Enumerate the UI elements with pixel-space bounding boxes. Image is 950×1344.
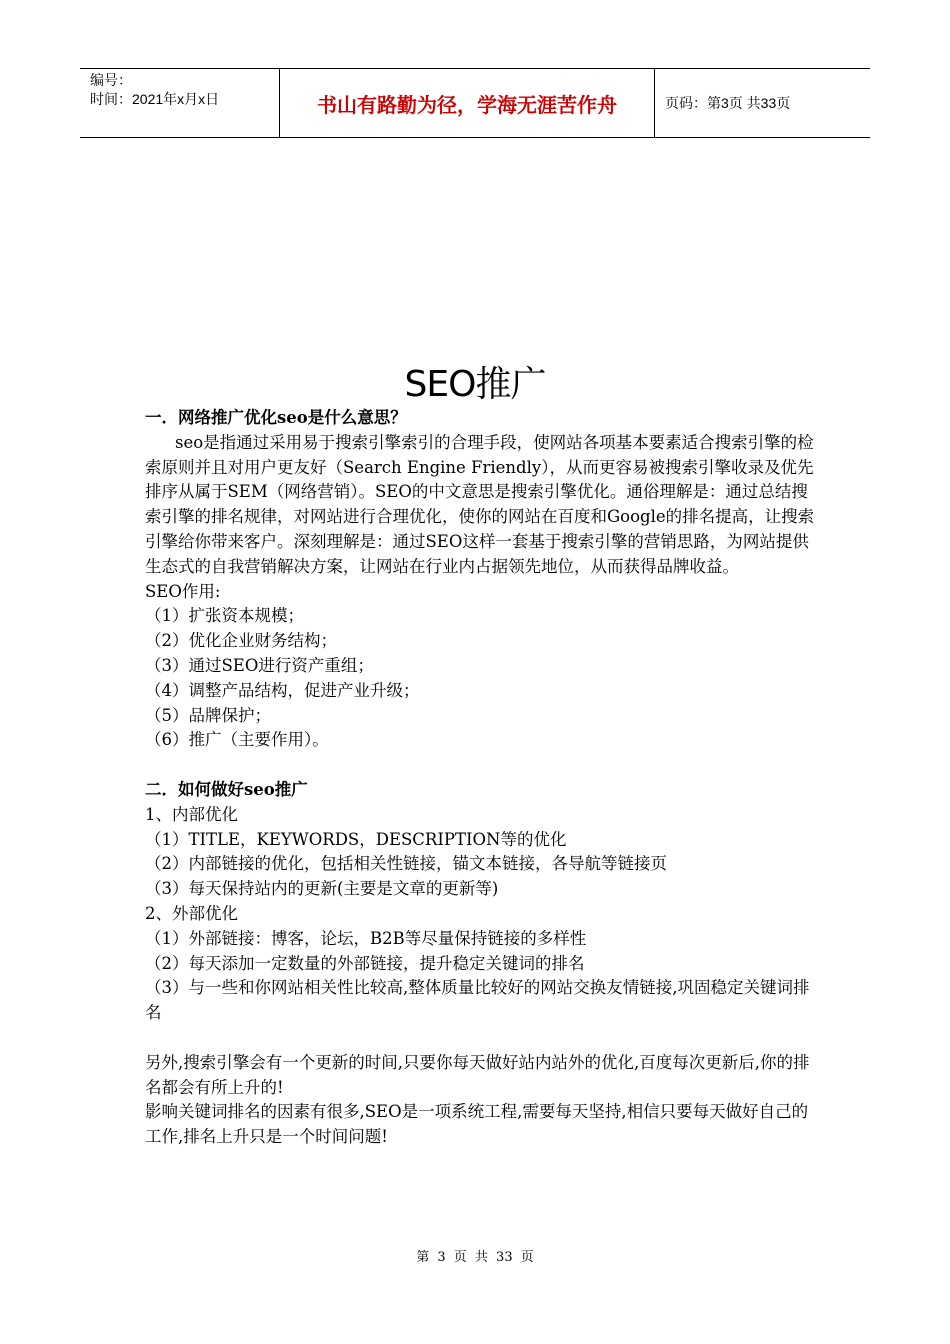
header-page-label: 页码：第3页 共33页 xyxy=(665,95,791,111)
roles-label: SEO作用: xyxy=(145,581,221,601)
list-item: （5）品牌保护； xyxy=(145,705,271,725)
list-item: （3）与一些和你网站相关性比较高,整体质量比较好的网站交换友情链接,巩固稳定关键词排名 xyxy=(145,978,810,1023)
list-item: （2）每天添加一定数量的外部链接，提升稳定关键词的排名 xyxy=(145,953,585,973)
page-footer: 第 3 页 共 33 页 xyxy=(416,1250,534,1265)
external-label: 2、外部优化 xyxy=(145,903,238,923)
spacer xyxy=(145,753,815,778)
section1-heading: 一．网络推广优化seo是什么意思？ xyxy=(145,408,407,427)
list-item: （3）通过SEO进行资产重组； xyxy=(145,655,374,675)
internal-label: 1、内部优化 xyxy=(145,804,238,824)
number-label: 编号： xyxy=(90,72,132,88)
header-motto: 书山有路勤为径，学海无涯苦作舟 xyxy=(280,69,655,137)
section2-heading: 二．如何做好seo推广 xyxy=(145,779,308,799)
list-item: （4）调整产品结构，促进产业升级； xyxy=(145,680,420,700)
page-title: SEO推广 xyxy=(404,364,546,405)
list-item: （2）优化企业财务结构； xyxy=(145,631,337,651)
spacer xyxy=(145,1026,815,1051)
time-label: 时间：2021年x月x日 xyxy=(90,91,220,107)
list-item: （1）TITLE，KEYWORDS，DESCRIPTION等的优化 xyxy=(145,829,567,849)
list-item: （1）扩张资本规模； xyxy=(145,606,304,626)
list-item: （6）推广（主要作用）。 xyxy=(145,730,329,750)
list-item: （2）内部链接的优化，包括相关性链接，锚文本链接，各导航等链接页 xyxy=(145,854,667,874)
document-header xyxy=(80,68,870,138)
note-paragraph: 影响关键词排名的因素有很多,SEO是一项系统工程,需要每天坚持,相信只要每天做好自己的工作,排名上升只是一个时间问题! xyxy=(145,1102,809,1147)
note-paragraph: 另外,搜索引擎会有一个更新的时间,只要你每天做好站内站外的优化,百度每次更新后,你的排名都会有所上升的! xyxy=(145,1052,810,1097)
list-item: （1）外部链接：博客，论坛，B2B等尽量保持链接的多样性 xyxy=(145,928,587,948)
header-meta xyxy=(80,69,280,137)
list-item: （3）每天保持站内的更新(主要是文章的更新等) xyxy=(145,879,499,899)
section1-paragraph: seo是指通过采用易于搜索引擎索引的合理手段，使网站各项基本要素适合搜索引擎的检索原则并且对用户更友好（Search Engine Friendly），从而更容易被搜索引擎收录及优先排序从属于SEM（网络营销）。SEO的中文意思是搜索引擎优化。通俗理解是：通过总结搜索引擎的排名规律，对网站进行合理优化，使你的网站在百度和Google的排名提高，让搜索引擎给你带来客户。深刻理解是：通过SEO这样一套基于搜索引擎的营销思路，为网站提供生态式的自我营销解决方案，让网站在行业内占据领先地位，从而获得品牌收益。 xyxy=(145,432,815,576)
document-body xyxy=(145,406,815,1150)
